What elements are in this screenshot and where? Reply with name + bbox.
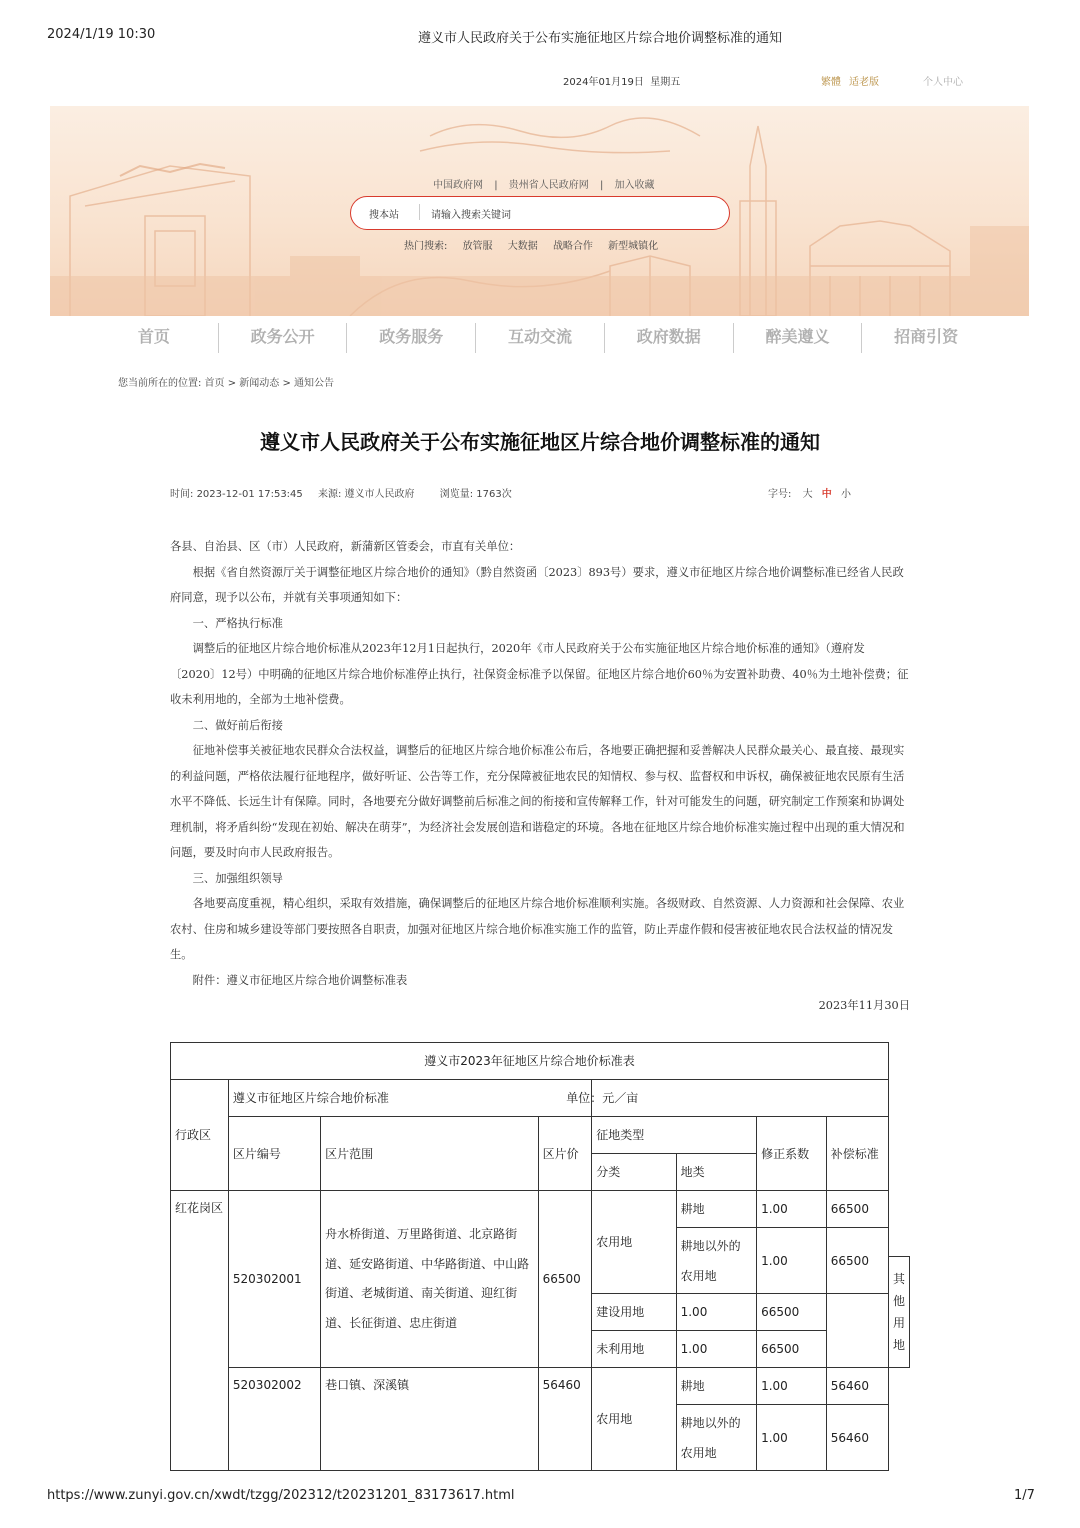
font-size-medium[interactable]: 中 [821,489,832,500]
comp-value: 66500 [826,1191,888,1228]
zone-code: 520302002 [228,1368,320,1471]
current-date [563,73,680,88]
nav-interaction[interactable]: 互动交流 [476,323,605,353]
paragraph: 调整后的征地区片综合地价标准从2023年12月1日起执行，2020年《市人民政府关于公布实施征地区片综合地价标准的通知》（遵府发〔2020〕12号）中明确的征地区片综合地价标准停止执行，社保资金标准予以保留。征地区片综合地价60％为安置补助费、40％为土地补偿费；征收未利用地的，全部为土地补偿费。 [170,642,909,706]
hot-search-item[interactable]: 新型城镇化 [608,241,659,252]
header-comp: 补偿标准 [826,1117,888,1191]
print-doc-title: 遵义市人民政府关于公布实施征地区片综合地价调整标准的通知 [418,31,783,46]
personal-center-link[interactable]: 个人中心 [923,77,963,88]
add-favorite-link[interactable]: 加入收藏 [614,180,655,191]
category-other: 其他用地 [888,1257,909,1368]
top-links [433,176,655,191]
table-unit: 单位：元／亩 [566,1091,639,1105]
gov-cn-link[interactable]: 中国政府网 [433,180,483,191]
comp-value: 56460 [826,1368,888,1405]
nav-data[interactable]: 政府数据 [605,323,734,353]
header-land-type: 征地类型 [592,1117,757,1154]
zone-price: 66500 [538,1191,592,1368]
table-title: 遵义市2023年征地区片综合地价标准表 [171,1043,889,1080]
views-value: 1763次 [476,489,512,500]
time-label: 时间: [170,489,194,500]
nav-gov-affairs[interactable]: 政务公开 [219,323,348,353]
hot-search [404,237,658,252]
nav-zunyi[interactable]: 醉美遵义 [734,323,863,353]
land-type: 耕地以外的农用地 [676,1405,756,1471]
coef-value: 1.00 [757,1368,827,1405]
land-type: 耕地以外的农用地 [676,1228,756,1294]
font-size-control [768,485,851,500]
land-type: 建设用地 [592,1294,676,1331]
land-type: 耕地 [676,1368,756,1405]
article-date: 2023年11月30日 [818,999,910,1012]
source-value: 遵义市人民政府 [344,489,415,500]
table-unit-cell [566,1080,889,1117]
font-size-small[interactable]: 小 [840,489,851,500]
salutation: 各县、自治县、区（市）人民政府，新蒲新区管委会，市直有关单位： [170,540,521,553]
comp-value: 56460 [826,1405,888,1471]
traditional-link[interactable]: 繁體 [821,77,841,88]
section-heading: 三、加强组织领导 [192,871,283,885]
zone-range: 巷口镇、深溪镇 [321,1368,539,1471]
comp-value: 66500 [757,1294,827,1331]
link-separator: | [599,180,604,191]
source-label: 来源: [317,489,342,500]
coef-value: 1.00 [757,1191,827,1228]
date-text: 2024年01月19日 [563,77,644,88]
print-datetime: 2024/1/19 10:30 [47,27,156,42]
article-meta [170,485,512,500]
search-box [350,196,730,230]
nav-services[interactable]: 政务服务 [347,323,476,353]
print-page-number: 1/7 [1014,1488,1035,1503]
table-subtitle [228,1080,591,1117]
paragraph: 征地补偿事关被征地农民群众合法权益，调整后的征地区片综合地价标准公布后，各地要正确把握和妥善解决人民群众最关心、最直接、最现实的利益问题，严格依法履行征地程序，做好听证、公告等工作，充分保障被征地农民的知情权、参与权、监督权和申诉权，确保被征地农民原有生活水平不降低、长远生计有保障。同时，各地要充分做好调整前后标准之间的衔接和宣传解释工作，针对可能发生的问题，研究制定工作预案和协调处理机制，将矛盾纠纷“发现在初始、解决在萌芽”，为经济社会发展创造和谐稳定的环境。各地在征地区片综合地价标准实施过程中出现的重大情况和问题，要及时向市人民政府报告。 [170,744,905,859]
paragraph: 各地要高度重视，精心组织，采取有效措施，确保调整后的征地区片综合地价标准顺利实施。各级财政、自然资源、人力资源和社会保障、农业农村、住房和城乡建设等部门要按照各自职责，加强对征地区片综合地价标准实施工作的监管，防止弄虚作假和侵害被征地农民合法权益的情况发生。 [170,897,905,961]
attachment-link[interactable]: 附件：遵义市征地区片综合地价调整标准表 [192,973,408,987]
price-table [170,1042,910,1471]
hot-search-item[interactable]: 战略合作 [552,241,593,252]
coef-value: 1.00 [757,1228,827,1294]
category-agri: 农用地 [592,1368,676,1471]
views-label: 浏览量: [439,489,474,500]
nav-investment[interactable]: 招商引资 [894,327,959,346]
guizhou-gov-link[interactable]: 贵州省人民政府网 [508,180,589,191]
header-range: 区片范围 [321,1117,539,1191]
comp-value: 66500 [826,1228,888,1294]
link-separator: | [494,180,498,191]
paragraph: 根据《省自然资源厅关于调整征地区片综合地价的通知》（黔自然资函〔2023〕893号）要求，遵义市征地区片综合地价调整标准已经省人民政府同意，现予以公布，并就有关事项通知如下： [170,565,904,604]
coef-value: 1.00 [757,1405,827,1471]
header-category: 分类 [592,1154,676,1191]
article-body [170,534,910,1019]
zone-code: 520302001 [228,1191,320,1368]
zone-range: 舟水桥街道、万里路街道、北京路街道、延安路街道、中华路街道、中山路街道、老城街道、南关街道、迎红街道、长征街道、忠庄街道 [321,1191,539,1368]
publish-time: 2023-12-01 17:53:45 [196,489,303,500]
header-code: 区片编号 [228,1117,320,1191]
search-input[interactable]: 请输入搜索关键词 [431,210,511,221]
coef-value: 1.00 [676,1331,756,1368]
coef-value: 1.00 [676,1294,756,1331]
main-nav [90,323,990,353]
header-coef: 修正系数 [757,1117,827,1191]
weekday-text: 星期五 [650,77,681,88]
nav-home[interactable]: 首页 [90,323,219,353]
article-title: 遵义市人民政府关于公布实施征地区片综合地价调整标准的通知 [260,430,820,454]
search-divider [419,204,420,220]
breadcrumb[interactable]: 您当前所在的位置: 首页 > 新闻动态 > 通知公告 [118,378,335,389]
land-type: 耕地 [676,1191,756,1228]
category-agri: 农用地 [592,1191,676,1294]
elder-mode-link[interactable]: 适老版 [849,77,879,88]
district-name: 红花岗区 [171,1191,229,1471]
search-scope[interactable]: 搜本站 [369,210,399,221]
section-heading: 二、做好前后衔接 [192,718,283,732]
hot-search-label: 热门搜索: [404,241,448,252]
hot-search-item[interactable]: 大数据 [507,241,538,252]
hot-search-item[interactable]: 放管服 [462,241,493,252]
comp-value: 66500 [757,1331,827,1368]
font-size-large[interactable]: 大 [802,489,813,500]
header-land: 地类 [676,1154,756,1191]
section-heading: 一、严格执行标准 [192,616,283,630]
zone-price: 56460 [538,1368,592,1471]
land-type: 未利用地 [592,1331,676,1368]
header-district: 行政区 [171,1080,229,1191]
print-url: https://www.zunyi.gov.cn/xwdt/tzgg/202312/t20231201_83173617.html [47,1488,515,1503]
header-price: 区片价 [538,1117,592,1191]
font-size-label: 字号: [768,489,792,500]
table-subtitle-text: 遵义市征地区片综合地价标准 [232,1091,389,1105]
